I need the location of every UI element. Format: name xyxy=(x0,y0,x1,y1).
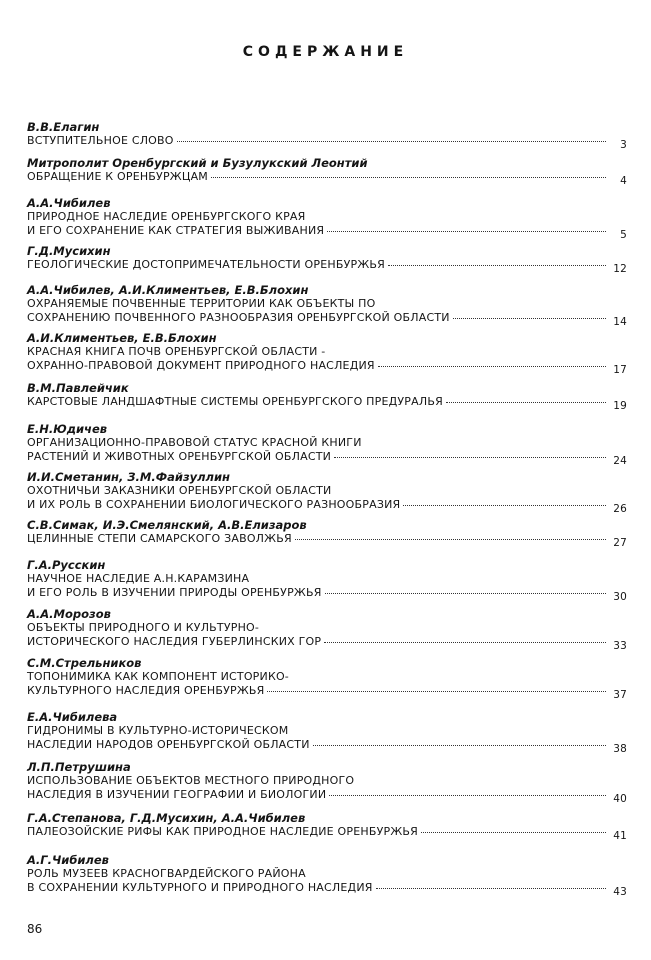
toc-entry xyxy=(27,607,627,652)
toc-entry xyxy=(27,558,627,603)
entry-title-line xyxy=(27,436,627,450)
entry-title-text: ГИДРОНИМЫ В КУЛЬТУРНО-ИСТОРИЧЕСКОМ xyxy=(27,724,289,737)
dot-leader xyxy=(421,832,606,833)
entry-title-text: НАСЛЕДИИ НАРОДОВ ОРЕНБУРГСКОЙ ОБЛАСТИ xyxy=(27,738,310,751)
entry-author: А.А.Чибилев xyxy=(27,196,111,210)
dot-leader xyxy=(267,691,606,692)
toc-entry xyxy=(27,710,627,755)
toc-entry xyxy=(27,120,627,151)
entry-title-text: ОХРАНЯЕМЫЕ ПОЧВЕННЫЕ ТЕРРИТОРИИ КАК ОБЪЕКТЫ ПО xyxy=(27,297,376,310)
entry-title-text: ОХРАННО-ПРАВОВОЙ ДОКУМЕНТ ПРИРОДНОГО НАСЛЕДИЯ xyxy=(27,359,375,372)
entry-page-number: 4 xyxy=(620,175,627,187)
entry-page-number: 19 xyxy=(613,400,627,412)
entry-title-line xyxy=(27,774,627,788)
entry-page-number: 17 xyxy=(613,364,627,376)
entry-title-text: КАРСТОВЫЕ ЛАНДШАФТНЫЕ СИСТЕМЫ ОРЕНБУРГСКОГО ПРЕДУРАЛЬЯ xyxy=(27,395,443,408)
entry-author: Л.П.Петрушина xyxy=(27,760,131,774)
entry-title-line xyxy=(27,684,627,701)
entry-title-text: И ЕГО СОХРАНЕНИЕ КАК СТРАТЕГИЯ ВЫЖИВАНИЯ xyxy=(27,224,325,237)
entry-author: Е.А.Чибилева xyxy=(27,710,118,724)
entry-page-number: 12 xyxy=(613,263,627,275)
entry-title-text: ИСПОЛЬЗОВАНИЕ ОБЪЕКТОВ МЕСТНОГО ПРИРОДНОГО xyxy=(27,774,355,787)
entry-title-line xyxy=(27,635,627,652)
entry-page-number: 27 xyxy=(613,537,627,549)
toc-entry xyxy=(27,760,627,805)
entry-title-line xyxy=(27,311,627,328)
entry-author: В.М.Павлейчик xyxy=(27,381,129,395)
entry-title-text: ПРИРОДНОЕ НАСЛЕДИЕ ОРЕНБУРГСКОГО КРАЯ xyxy=(27,210,306,223)
entry-title-line xyxy=(27,724,627,738)
entry-title-text: В СОХРАНЕНИИ КУЛЬТУРНОГО И ПРИРОДНОГО НАСЛЕДИЯ xyxy=(27,881,373,894)
entry-title-line xyxy=(27,532,627,549)
toc-entry xyxy=(27,853,627,898)
entry-author: А.А.Морозов xyxy=(27,607,111,621)
toc-entry xyxy=(27,283,627,328)
dot-leader xyxy=(329,795,606,796)
entry-author: Е.Н.Юдичев xyxy=(27,422,108,436)
entry-title-text: ЦЕЛИННЫЕ СТЕПИ САМАРСКОГО ЗАВОЛЖЬЯ xyxy=(27,532,292,545)
entry-title-line xyxy=(27,395,627,412)
entry-author: Г.А.Степанова, Г.Д.Мусихин, А.А.Чибилев xyxy=(27,811,306,825)
entry-page-number: 24 xyxy=(613,455,627,467)
entry-title-line xyxy=(27,484,627,498)
entry-title-text: ПАЛЕОЗОЙСКИЕ РИФЫ КАК ПРИРОДНОЕ НАСЛЕДИЕ ОРЕНБУРЖЬЯ xyxy=(27,825,418,838)
entry-page-number: 37 xyxy=(613,689,627,701)
toc-entry xyxy=(27,811,627,842)
entry-title-text: ИСТОРИЧЕСКОГО НАСЛЕДИЯ ГУБЕРЛИНСКИХ ГОР xyxy=(27,635,322,648)
entry-author: С.М.Стрельников xyxy=(27,656,142,670)
dot-leader xyxy=(378,366,606,367)
entry-page-number: 38 xyxy=(613,743,627,755)
entry-page-number: 26 xyxy=(613,503,627,515)
page-title: СОДЕРЖАНИЕ xyxy=(242,44,409,60)
entry-title-line xyxy=(27,345,627,359)
entry-title-line xyxy=(27,670,627,684)
entry-title-line xyxy=(27,224,627,241)
entry-title-line xyxy=(27,359,627,376)
entry-title-text: КУЛЬТУРНОГО НАСЛЕДИЯ ОРЕНБУРЖЬЯ xyxy=(27,684,265,697)
dot-leader xyxy=(388,265,606,266)
entry-page-number: 41 xyxy=(613,830,627,842)
toc-entry xyxy=(27,422,627,467)
entry-author: Г.А.Русскин xyxy=(27,558,106,572)
entry-title-text: ОБЪЕКТЫ ПРИРОДНОГО И КУЛЬТУРНО- xyxy=(27,621,260,634)
entry-title-line xyxy=(27,788,627,805)
dot-leader xyxy=(313,745,606,746)
entry-title-text: И ИХ РОЛЬ В СОХРАНЕНИИ БИОЛОГИЧЕСКОГО РАЗНООБРАЗИЯ xyxy=(27,498,401,511)
entry-title-line xyxy=(27,621,627,635)
entry-title-line xyxy=(27,738,627,755)
entry-author: А.А.Чибилев, А.И.Климентьев, Е.В.Блохин xyxy=(27,283,309,297)
dot-leader xyxy=(324,642,606,643)
dot-leader xyxy=(334,457,606,458)
entry-title-text: РАСТЕНИЙ И ЖИВОТНЫХ ОРЕНБУРГСКОЙ ОБЛАСТИ xyxy=(27,450,332,463)
entry-page-number: 40 xyxy=(613,793,627,805)
entry-title-text: РОЛЬ МУЗЕЕВ КРАСНОГВАРДЕЙСКОГО РАЙОНА xyxy=(27,867,306,880)
dot-leader xyxy=(325,593,606,594)
dot-leader xyxy=(403,505,606,506)
entry-title-text: ОХОТНИЧЬИ ЗАКАЗНИКИ ОРЕНБУРГСКОЙ ОБЛАСТИ xyxy=(27,484,332,497)
entry-title-line xyxy=(27,450,627,467)
entry-title-text: НАСЛЕДИЯ В ИЗУЧЕНИИ ГЕОГРАФИИ И БИОЛОГИИ xyxy=(27,788,327,801)
entry-title-line xyxy=(27,498,627,515)
entry-title-text: ГЕОЛОГИЧЕСКИЕ ДОСТОПРИМЕЧАТЕЛЬНОСТИ ОРЕНБУРЖЬЯ xyxy=(27,258,385,271)
dot-leader xyxy=(327,231,606,232)
page-number: 86 xyxy=(27,922,43,936)
dot-leader xyxy=(376,888,606,889)
entry-title-text: КРАСНАЯ КНИГА ПОЧВ ОРЕНБУРГСКОЙ ОБЛАСТИ - xyxy=(27,345,326,358)
entry-page-number: 33 xyxy=(613,640,627,652)
toc-entry xyxy=(27,518,627,549)
entry-title-text: ОБРАЩЕНИЕ К ОРЕНБУРЖЦАМ xyxy=(27,170,208,183)
toc-entry xyxy=(27,656,627,701)
entry-title-line xyxy=(27,297,627,311)
entry-title-text: НАУЧНОЕ НАСЛЕДИЕ А.Н.КАРАМЗИНА xyxy=(27,572,250,585)
toc-entry xyxy=(27,470,627,515)
dot-leader xyxy=(295,539,606,540)
entry-title-line xyxy=(27,210,627,224)
entry-page-number: 43 xyxy=(613,886,627,898)
entry-title-line xyxy=(27,134,627,151)
entry-page-number: 5 xyxy=(620,229,627,241)
entry-title-line xyxy=(27,572,627,586)
entry-page-number: 30 xyxy=(613,591,627,603)
toc-entry xyxy=(27,196,627,241)
entry-author: В.В.Елагин xyxy=(27,120,100,134)
toc-entry xyxy=(27,244,627,275)
entry-title-line xyxy=(27,867,627,881)
dot-leader xyxy=(453,318,606,319)
toc-entry xyxy=(27,381,627,412)
entry-author: Г.Д.Мусихин xyxy=(27,244,111,258)
entry-page-number: 3 xyxy=(620,139,627,151)
entry-author: И.И.Сметанин, З.М.Файзуллин xyxy=(27,470,230,484)
entry-title-line xyxy=(27,825,627,842)
dot-leader xyxy=(177,141,606,142)
entry-title-text: И ЕГО РОЛЬ В ИЗУЧЕНИИ ПРИРОДЫ ОРЕНБУРЖЬЯ xyxy=(27,586,322,599)
entry-title-text: ОРГАНИЗАЦИОННО-ПРАВОВОЙ СТАТУС КРАСНОЙ КНИГИ xyxy=(27,436,362,449)
entry-page-number: 14 xyxy=(613,316,627,328)
entry-author: С.В.Симак, И.Э.Смелянский, А.В.Елизаров xyxy=(27,518,307,532)
entry-title-text: ВСТУПИТЕЛЬНОЕ СЛОВО xyxy=(27,134,174,147)
dot-leader xyxy=(446,402,606,403)
dot-leader xyxy=(211,177,606,178)
entry-author: А.И.Климентьев, Е.В.Блохин xyxy=(27,331,217,345)
entry-title-text: СОХРАНЕНИЮ ПОЧВЕННОГО РАЗНООБРАЗИЯ ОРЕНБУРГСКОЙ ОБЛАСТИ xyxy=(27,311,450,324)
entry-author: А.Г.Чибилев xyxy=(27,853,109,867)
entry-title-line xyxy=(27,170,627,187)
entry-title-line xyxy=(27,586,627,603)
toc-entry xyxy=(27,331,627,376)
entry-author: Митрополит Оренбургский и Бузулукский Леонтий xyxy=(27,156,368,170)
entry-title-line xyxy=(27,258,627,275)
toc-entry xyxy=(27,156,627,187)
entry-title-line xyxy=(27,881,627,898)
entry-title-text: ТОПОНИМИКА КАК КОМПОНЕНТ ИСТОРИКО- xyxy=(27,670,289,683)
